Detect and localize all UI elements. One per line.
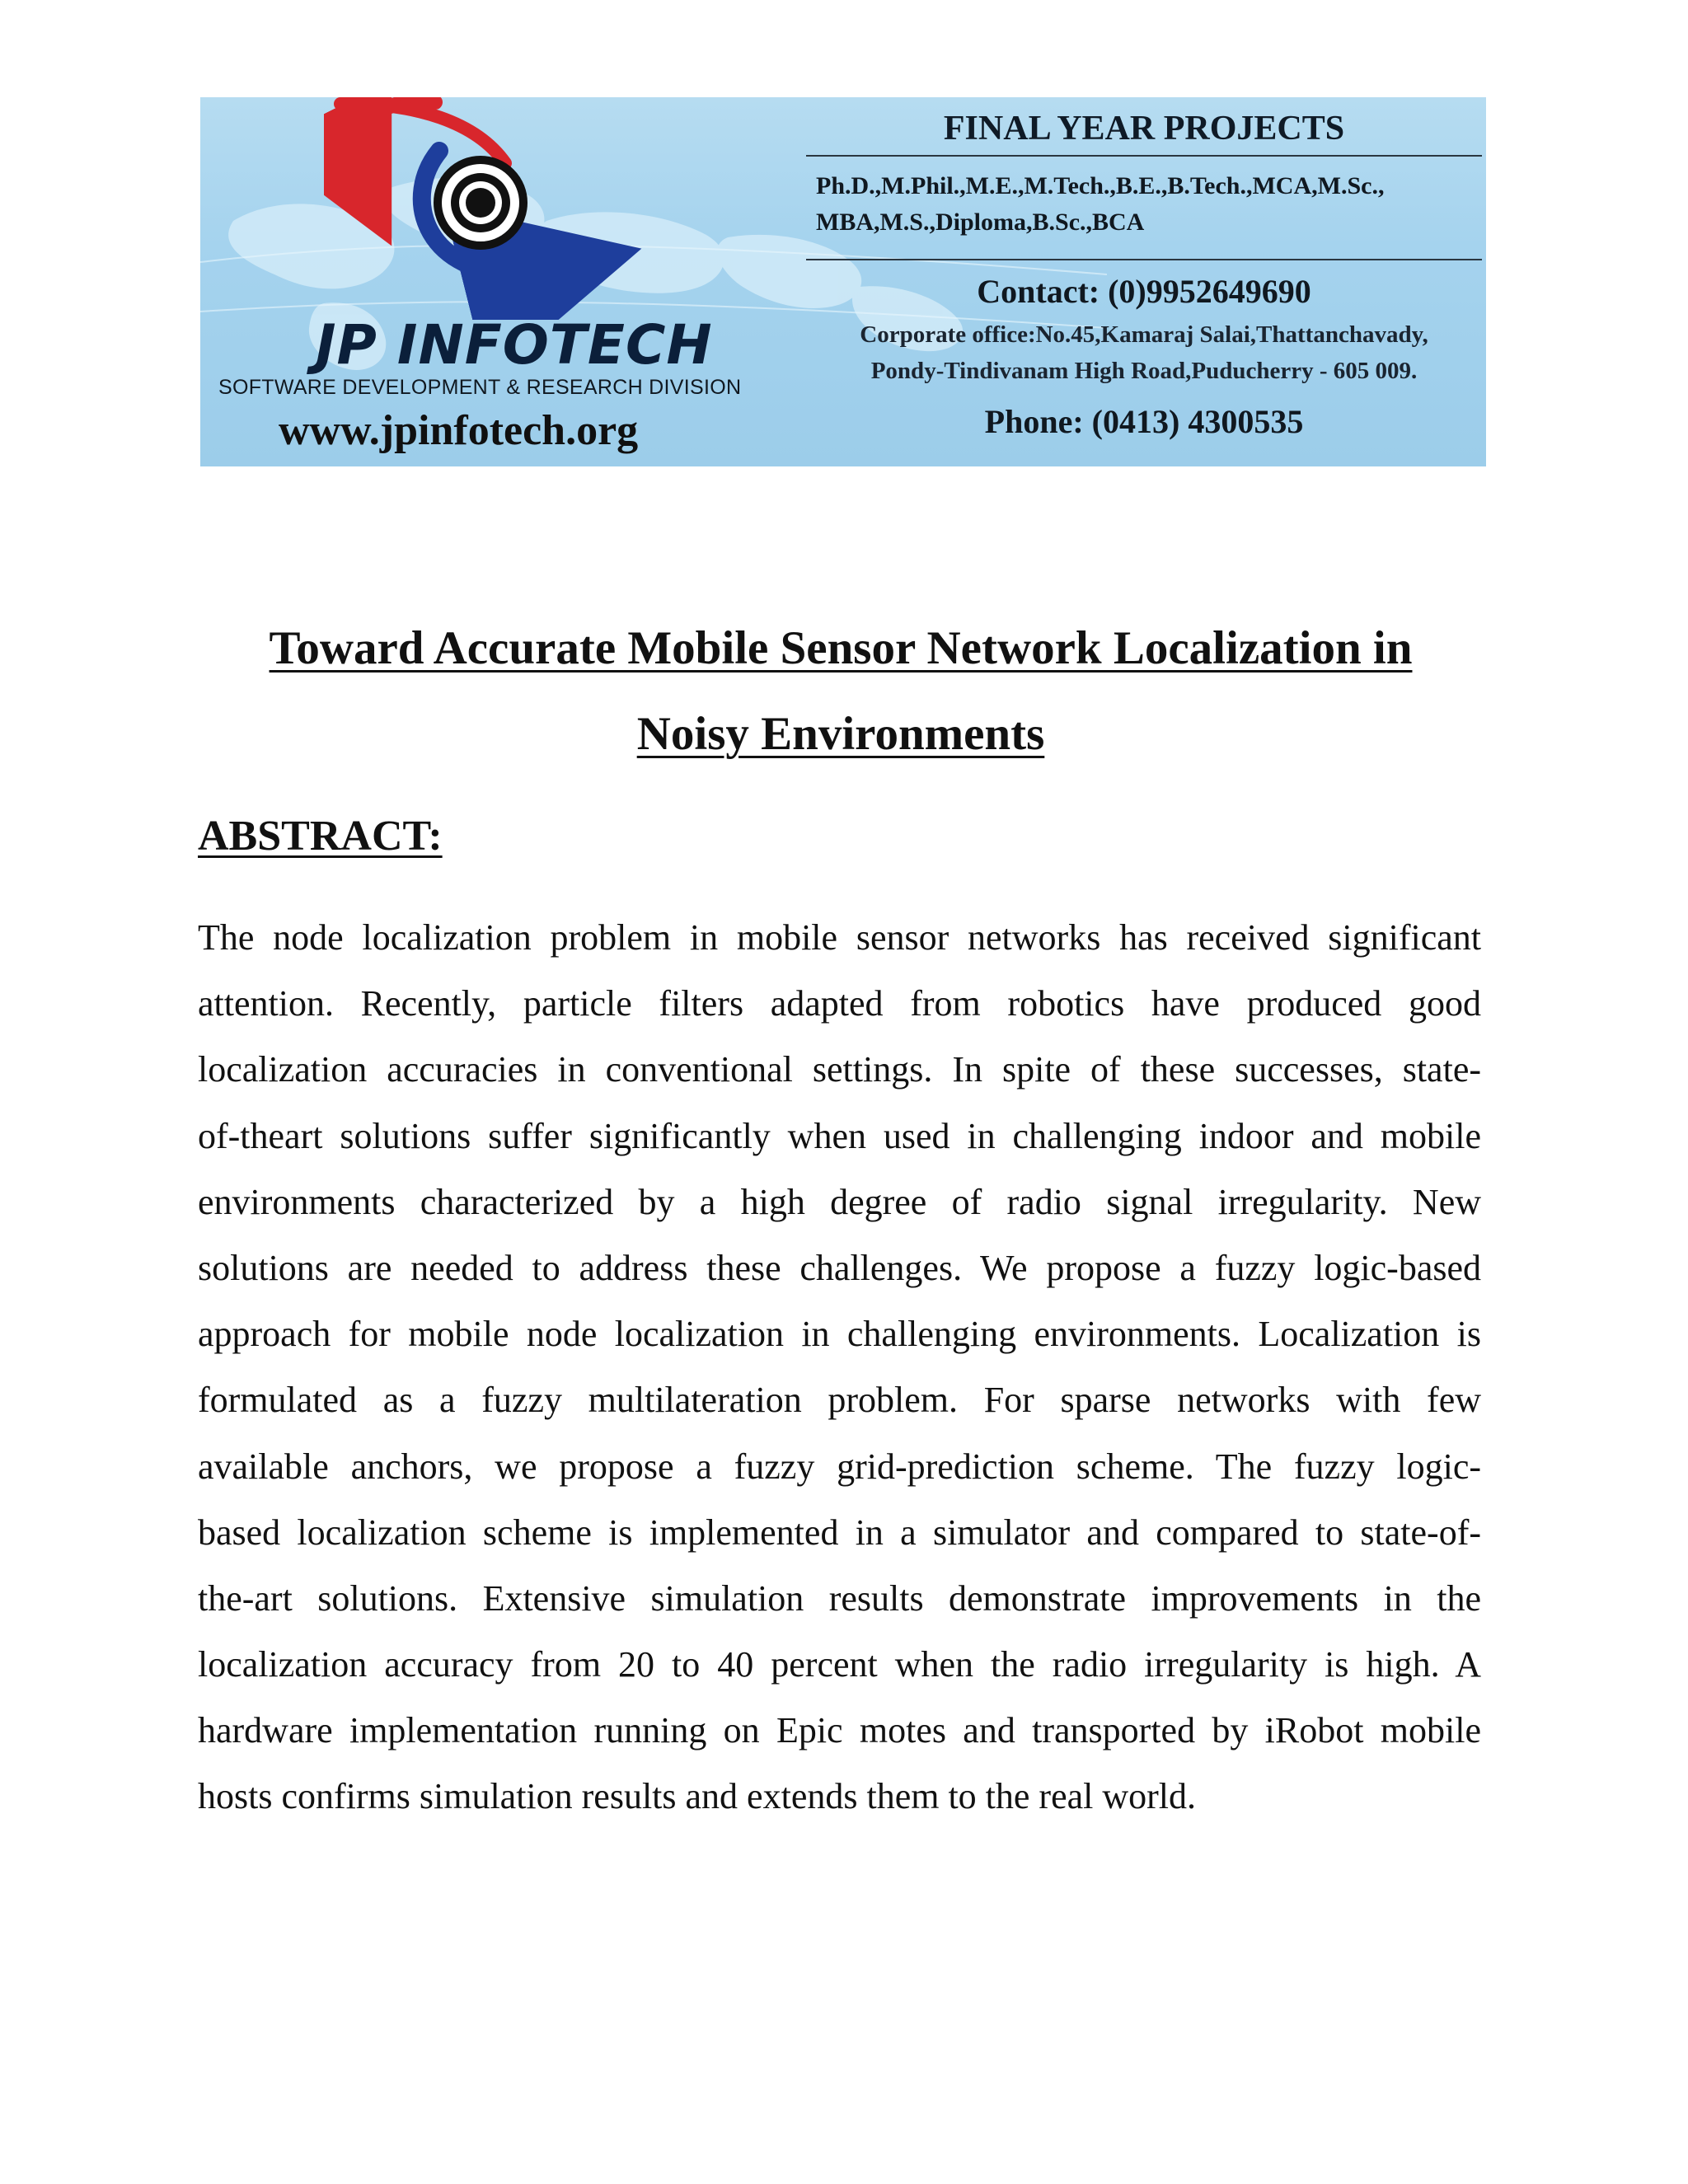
abstract-heading: ABSTRACT: [198,813,443,860]
header-banner [200,97,1486,466]
abstract-line: localization accuracy from 20 to 40 percent when the radio irregularity is high. A [198,1644,1481,1685]
banner-divider [806,155,1482,157]
abstract-line: environments characterized by a high degree of radio signal irregularity. New [198,1181,1481,1222]
abstract-line: The node localization problem in mobile sensor networks has received significant [198,917,1481,958]
abstract-line: of-theart solutions suffer significantly when used in challenging indoor and mobile [198,1115,1481,1156]
brand-tagline: SOFTWARE DEVELOPMENT & RESEARCH DIVISION [218,376,742,399]
abstract-line: approach for mobile node localization in challenging environments. Localization is [198,1314,1481,1355]
abstract-line: available anchors, we propose a fuzzy grid-prediction scheme. The fuzzy logic- [198,1446,1481,1487]
abstract-line: based localization scheme is implemented in a simulator and compared to state-of- [198,1511,1481,1553]
banner-title: FINAL YEAR PROJECTS [943,110,1345,148]
abstract-line: attention. Recently, particle filters adapted from robotics have produced good [198,983,1481,1024]
title-line: Noisy Environments [636,708,1045,760]
office-address-line: Pondy-Tindivanam High Road,Puducherry - 605 009. [870,358,1418,384]
banner-divider [806,259,1482,260]
abstract-line: formulated as a fuzzy multilateration problem. For sparse networks with few [198,1380,1481,1421]
abstract-line: localization accuracies in conventional settings. In spite of these successes, state- [198,1049,1481,1090]
office-address-line: Corporate office:No.45,Kamaraj Salai,Thattanchavady, [860,321,1428,348]
document-title [198,606,1484,777]
abstract-line: the-art solutions. Extensive simulation results demonstrate improvements in the [198,1577,1481,1619]
phone-number: Phone: (0413) 4300535 [984,403,1304,440]
jp-infotech-logo-icon [324,97,670,320]
banner-info-panel [806,97,1482,466]
abstract-line: hardware implementation running on Epic motes and transported by iRobot mobile [198,1710,1481,1751]
degrees-line: Ph.D.,M.Phil.,M.E.,M.Tech.,B.E.,B.Tech.,MCA,M.Sc., [816,172,1385,199]
degrees-line: MBA,M.S.,Diploma,B.Sc.,BCA [816,209,1145,236]
abstract-line: solutions are needed to address these challenges. We propose a fuzzy logic-based [198,1247,1481,1288]
brand-name: JP INFOTECH [316,313,713,377]
title-line: Toward Accurate Mobile Sensor Network Localization in [269,622,1413,674]
website-link[interactable]: www.jpinfotech.org [279,407,639,454]
abstract-paragraph [198,905,1481,1830]
contact-number: Contact: (0)9952649690 [977,273,1311,310]
abstract-line: hosts confirms simulation results and extends them to the real world. [198,1776,1197,1817]
